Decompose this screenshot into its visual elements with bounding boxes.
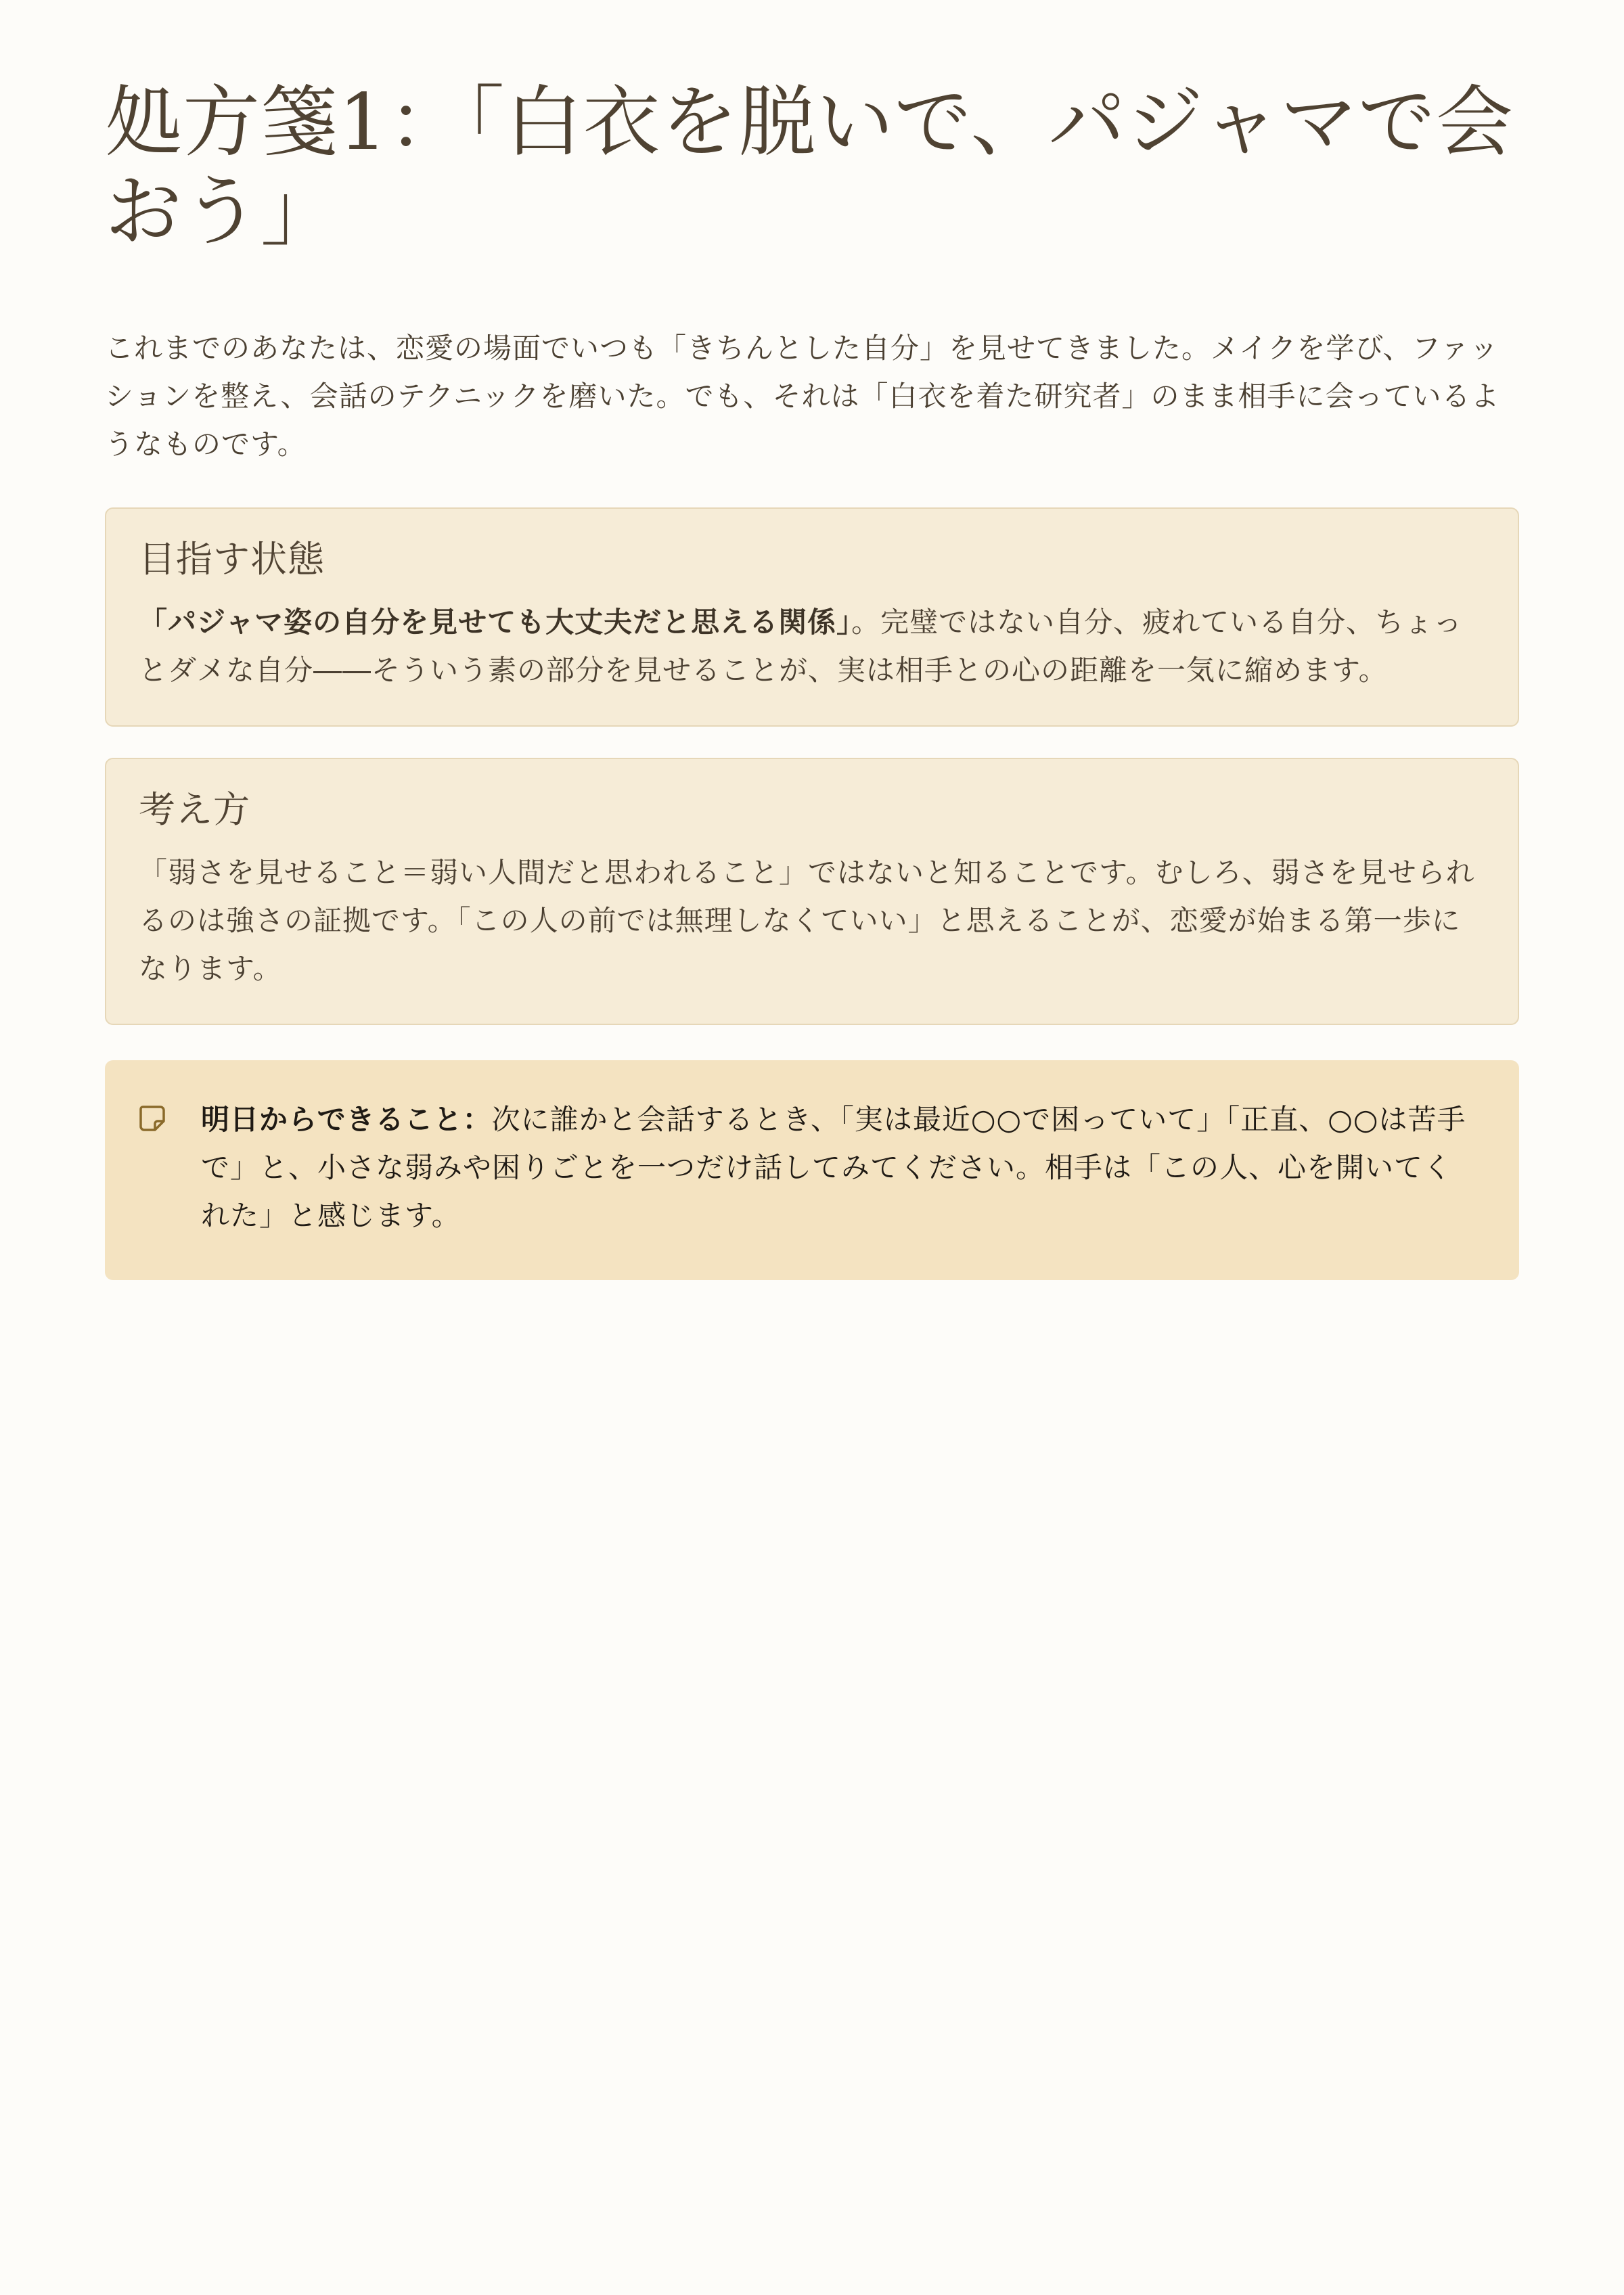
- sticky-note-icon: [137, 1104, 167, 1133]
- callout-body: 次に誰かと会話するとき、「実は最近○○で困っていて」「正直、○○は苦手で」と、小さな弱みや困りごとを一つだけ話してみてください。相手は「この人、心を開いてくれた」と感じます。: [201, 1103, 1466, 1232]
- goal-card: [105, 507, 1519, 727]
- mindset-card-body: 「弱さを見せること＝弱い人間だと思われること」ではないと知ることです。むしろ、弱さを見せられるのは強さの証拠です。「この人の前では無理しなくていい」と思えることが、恋愛が始まる第一歩になります。: [139, 856, 1475, 985]
- callout-text: [201, 1095, 1479, 1240]
- goal-card-text: 。完璧ではない自分、疲れている自分、ちょっとダメな自分――そういう素の部分を見せることが、実は相手との心の距離を一気に縮めます。: [139, 606, 1463, 687]
- mindset-card-heading: 考え方: [139, 788, 250, 831]
- page-title: 処方箋1：「白衣を脱いで、パジャマで会おう」: [105, 77, 1514, 256]
- goal-card-emphasis: 「パジャマ姿の自分を見せても大丈夫だと思える関係」: [139, 606, 852, 639]
- goal-card-heading: 目指す状態: [139, 538, 325, 581]
- callout-label: 明日からできること：: [201, 1103, 492, 1136]
- mindset-card: [105, 758, 1519, 1025]
- action-callout: [105, 1060, 1519, 1280]
- goal-card-body: [139, 598, 1485, 694]
- intro-paragraph: これまでのあなたは、恋愛の場面でいつも「きちんとした自分」を見せてきました。メイクを学び、ファッションを整え、会話のテクニックを磨いた。でも、それは「白衣を着た研究者」のまま相手に会っているようなものです。: [105, 332, 1500, 461]
